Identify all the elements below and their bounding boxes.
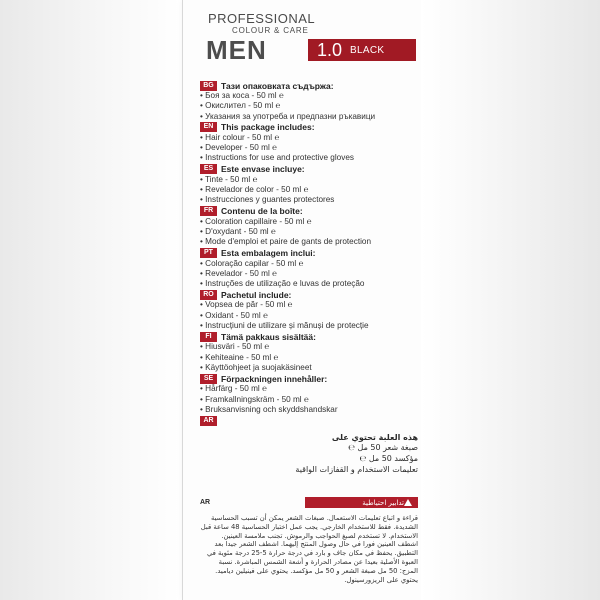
section-title: Тази опаковката съдържа:: [221, 80, 334, 91]
section-header: [200, 248, 418, 259]
contents-section-ro: [200, 289, 418, 331]
section-item: • Instructions for use and protective gloves: [200, 153, 418, 163]
section-item: • Instrucciones y guantes protectores: [200, 195, 418, 205]
product-name: MEN: [206, 35, 267, 65]
section-header: [200, 122, 418, 133]
language-code-badge: RO: [200, 290, 217, 300]
brand-line-professional: PROFESSIONAL: [208, 11, 316, 26]
language-code-badge: ES: [200, 164, 217, 174]
section-title: This package includes:: [221, 122, 315, 133]
section-item: • Kehiteaine - 50 ml ℮: [200, 353, 418, 363]
contents-section-se: [200, 373, 418, 415]
contents-section-ar: [200, 415, 418, 426]
section-header: [200, 164, 418, 175]
section-item: • Tinte - 50 ml ℮: [200, 175, 418, 185]
shade-name: BLACK: [350, 44, 385, 56]
section-title: Esta embalagem inclui:: [221, 248, 316, 259]
section-item: • Framkallningskräm - 50 ml ℮: [200, 395, 418, 405]
section-item: • Revelador - 50 ml ℮: [200, 269, 418, 279]
warning-text: قراءة و اتباع تعليمات الاستعمال. صبغات الشعر يمكن أن تسبب الحساسية الشديدة. فقط للاستخدام الخارجي. يجب عمل اختبار الحساسية 48 ساعة قبل الاستخدام. لا تستخدم لصبغ الحواجب والرموش. تجنب ملامسة العينين. اشطف العينين فورا في حال وصول المنتج إليهما. اشطف الشعر جيدا بعد التطبيق. يحفظ في مكان جاف و بارد في درجة حرارة 5-25 درجة مئوية في العبوة الأصلية بعيدا عن مصادر الحرارة و أشعة الشمس المباشرة. نسبة المزج: 50 مل صبغة الشعر و 50 مل مؤكسد. يحتوي على فينيلين دياميد. يحتوي على الريزورسينول.: [200, 514, 418, 584]
section-item: • Instruções de utilização e luvas de proteção: [200, 279, 418, 289]
language-code-badge: SE: [200, 374, 217, 384]
package-contents-list: [200, 80, 418, 426]
section-item: • Oxidant - 50 ml ℮: [200, 311, 418, 321]
contents-section-fi: [200, 331, 418, 373]
language-code-badge: FR: [200, 206, 217, 216]
section-item: • Окислител - 50 ml ℮: [200, 101, 418, 111]
arabic-contents: [200, 433, 418, 475]
language-code-badge: AR: [200, 416, 217, 426]
arabic-item: مؤكسد 50 مل ℮: [359, 454, 418, 463]
product-title-row: [206, 37, 418, 63]
section-item: • Hair colour - 50 ml ℮: [200, 133, 418, 143]
section-title: Contenu de la boîte:: [221, 206, 303, 217]
section-item: • Coloração capilar - 50 ml ℮: [200, 259, 418, 269]
section-item: • Боя за коса - 50 ml ℮: [200, 91, 418, 101]
language-code-badge: FI: [200, 332, 217, 342]
section-item: • Mode d'emploi et paire de gants de protection: [200, 237, 418, 247]
section-header: [200, 415, 418, 426]
arabic-item: تعليمات الاستخدام و القفازات الواقية: [295, 465, 418, 474]
section-item: • Указания за употреба и предпазни ръкавици: [200, 112, 418, 122]
shade-number: 1.0: [317, 39, 343, 60]
section-header: [200, 289, 418, 300]
shade-badge: [308, 39, 416, 61]
section-item: • Bruksanvisning och skyddshandskar: [200, 405, 418, 415]
section-item: • D'oxydant - 50 ml ℮: [200, 227, 418, 237]
brand-header: [208, 11, 418, 35]
warning-language-code: AR: [200, 499, 211, 506]
section-header: [200, 80, 418, 91]
language-code-badge: PT: [200, 248, 217, 258]
section-item: • Revelador de color - 50 ml ℮: [200, 185, 418, 195]
brand-line-colour-care: COLOUR & CARE: [232, 26, 309, 35]
contents-section-bg: [200, 80, 418, 122]
section-title: Pachetul include:: [221, 289, 292, 300]
warning-bar: [305, 497, 418, 508]
section-item: • Vopsea de păr - 50 ml ℮: [200, 300, 418, 310]
section-header: [200, 331, 418, 342]
contents-section-en: [200, 122, 418, 164]
section-item: • Instrucțiuni de utilizare și mănuși de protecție: [200, 321, 418, 331]
section-header: [200, 206, 418, 217]
section-item: • Käyttöohjeet ja suojakäsineet: [200, 363, 418, 373]
contents-section-es: [200, 164, 418, 206]
arabic-contents-title: هذه العلبة تحتوي على: [331, 433, 418, 442]
section-item: • Hiusväri - 50 ml ℮: [200, 342, 418, 352]
warning-label: تدابير احتياطية: [362, 498, 404, 507]
warning-section: [200, 497, 418, 584]
box-side-right: [421, 0, 600, 600]
section-title: Tämä pakkaus sisältää:: [221, 331, 316, 342]
contents-section-pt: [200, 248, 418, 290]
section-title: Este envase incluye:: [221, 164, 305, 175]
section-item: • Hårfärg - 50 ml ℮: [200, 384, 418, 394]
warning-triangle-icon: [404, 499, 412, 506]
box-side-left: [0, 0, 180, 600]
language-code-badge: BG: [200, 81, 217, 91]
contents-section-fr: [200, 206, 418, 248]
arabic-item: صبغة شعر 50 مل ℮: [348, 443, 418, 452]
section-item: • Developer - 50 ml ℮: [200, 143, 418, 153]
section-header: [200, 373, 418, 384]
language-code-badge: EN: [200, 122, 217, 132]
section-title: Förpackningen innehåller:: [221, 373, 328, 384]
section-item: • Coloration capillaire - 50 ml ℮: [200, 217, 418, 227]
